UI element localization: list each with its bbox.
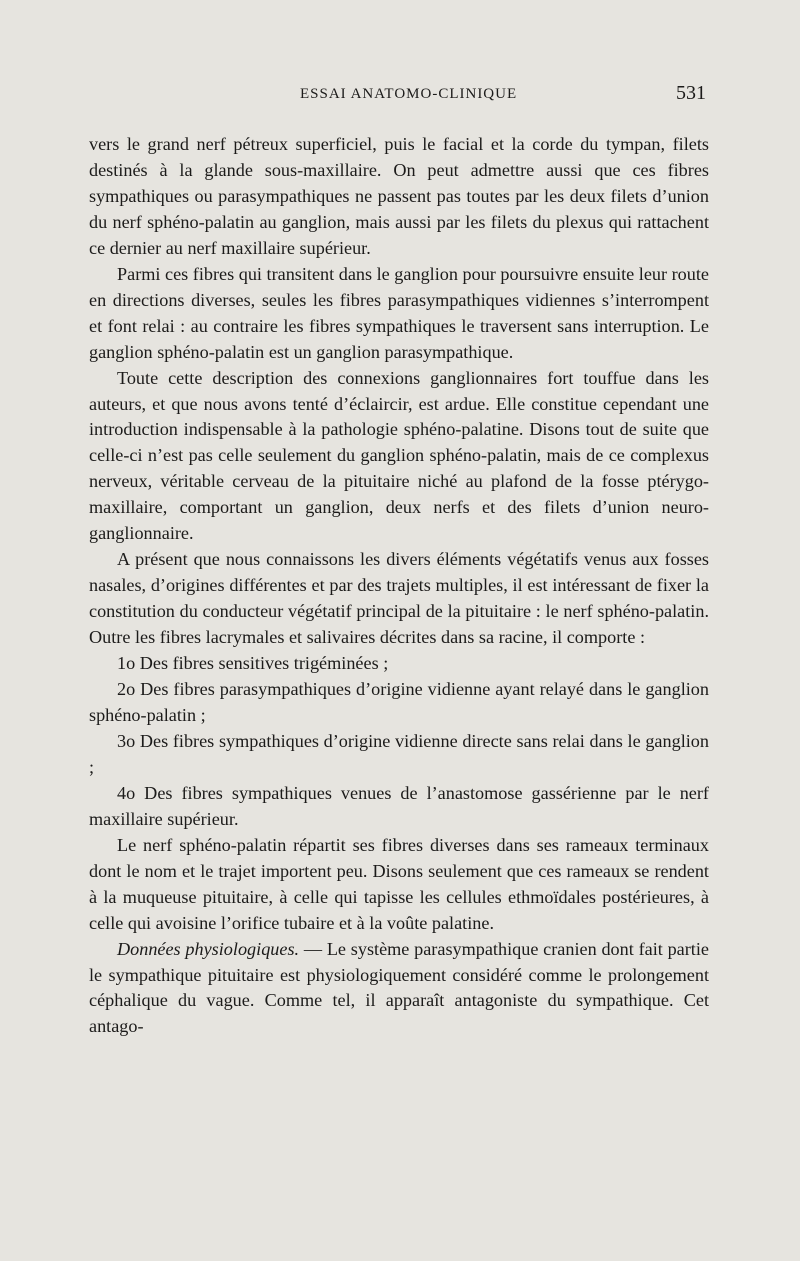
- paragraph-description-connexions: Toute cette description des connexions ganglionnaires fort touffue dans les auteurs, et que nous avons tenté d’éclaircir, est ardue. Elle constitue cependant une introduction indispensable à la pathologie sphéno-palatine. Disons tout de suite que celle-ci n’est pas celle seulement du ganglion sphéno-palatin, mais de ce complexus nerveux, véritable cerveau de la pituitaire niché au plafond de la fosse ptérygo-maxillaire, comportant un ganglion, deux nerfs et des filets d’union neuro-ganglionnaire.: [89, 367, 709, 544]
- page-body: [89, 132, 709, 1040]
- list-item-1: 1o Des fibres sensitives trigéminées ;: [117, 653, 389, 674]
- paragraph-rameaux: Le nerf sphéno-palatin répartit ses fibres diverses dans ses rameaux terminaux dont le nom et le trajet importent peu. Disons seulement que ces rameaux se rendent à la muqueuse pituitaire, à celle qui tapisse les cellules ethmoïdales postérieures, à celle qui avoisine l’orifice tubaire et à la voûte palatine.: [89, 834, 709, 933]
- paragraph-continuation: vers le grand nerf pétreux superficiel, puis le facial et la corde du tympan, filets destinés à la glande sous-maxillaire. On peut admettre aussi que ces fibres sympathiques ou parasympathiques ne passent pas toutes par les deux filets d’union du nerf sphéno-palatin au ganglion, mais aussi par les filets du plexus qui rattachent ce dernier au nerf maxillaire supérieur.: [89, 134, 709, 258]
- paragraph-elements-vegetatifs: A présent que nous connaissons les divers éléments végétatifs venus aux fosses nasales, d’origines différentes et par des trajets multiples, il est intéressant de fixer la constitution du conducteur végétatif principal de la pituitaire : le nerf sphéno-palatin. Outre les fibres lacrymales et salivaires décrites dans sa racine, il comporte :: [89, 549, 709, 648]
- page-number: 531: [676, 82, 706, 104]
- paragraph-donnees-physiologiques: [89, 937, 709, 1041]
- section-text: — Le système parasympathique cranien dont fait partie le sympathique pituitaire est physiologiquement considéré comme le prolongement céphalique du vague. Comme tel, il apparaît antagoniste du sympathique. Cet antago-: [89, 938, 709, 1037]
- list-item-3: 3o Des fibres sympathiques d’origine vidienne directe sans relai dans le ganglion ;: [89, 730, 709, 777]
- list-item-2: 2o Des fibres parasympathiques d’origine vidienne ayant relayé dans le ganglion sphéno-palatin ;: [89, 679, 709, 725]
- list-item-4: 4o Des fibres sympathiques venues de l’anastomose gassérienne par le nerf maxillaire supérieur.: [89, 782, 709, 829]
- paragraph-fibres-transit: Parmi ces fibres qui transitent dans le ganglion pour poursuivre ensuite leur route en directions diverses, seules les fibres parasympathiques vidiennes s’interrompent et font relai : au contraire les fibres sympathiques le traversent sans interruption. Le ganglion sphéno-palatin est un ganglion parasympathique.: [89, 263, 709, 362]
- section-lead: Données physiologiques.: [117, 938, 300, 959]
- running-title: ESSAI ANATOMO-CLINIQUE: [300, 86, 518, 102]
